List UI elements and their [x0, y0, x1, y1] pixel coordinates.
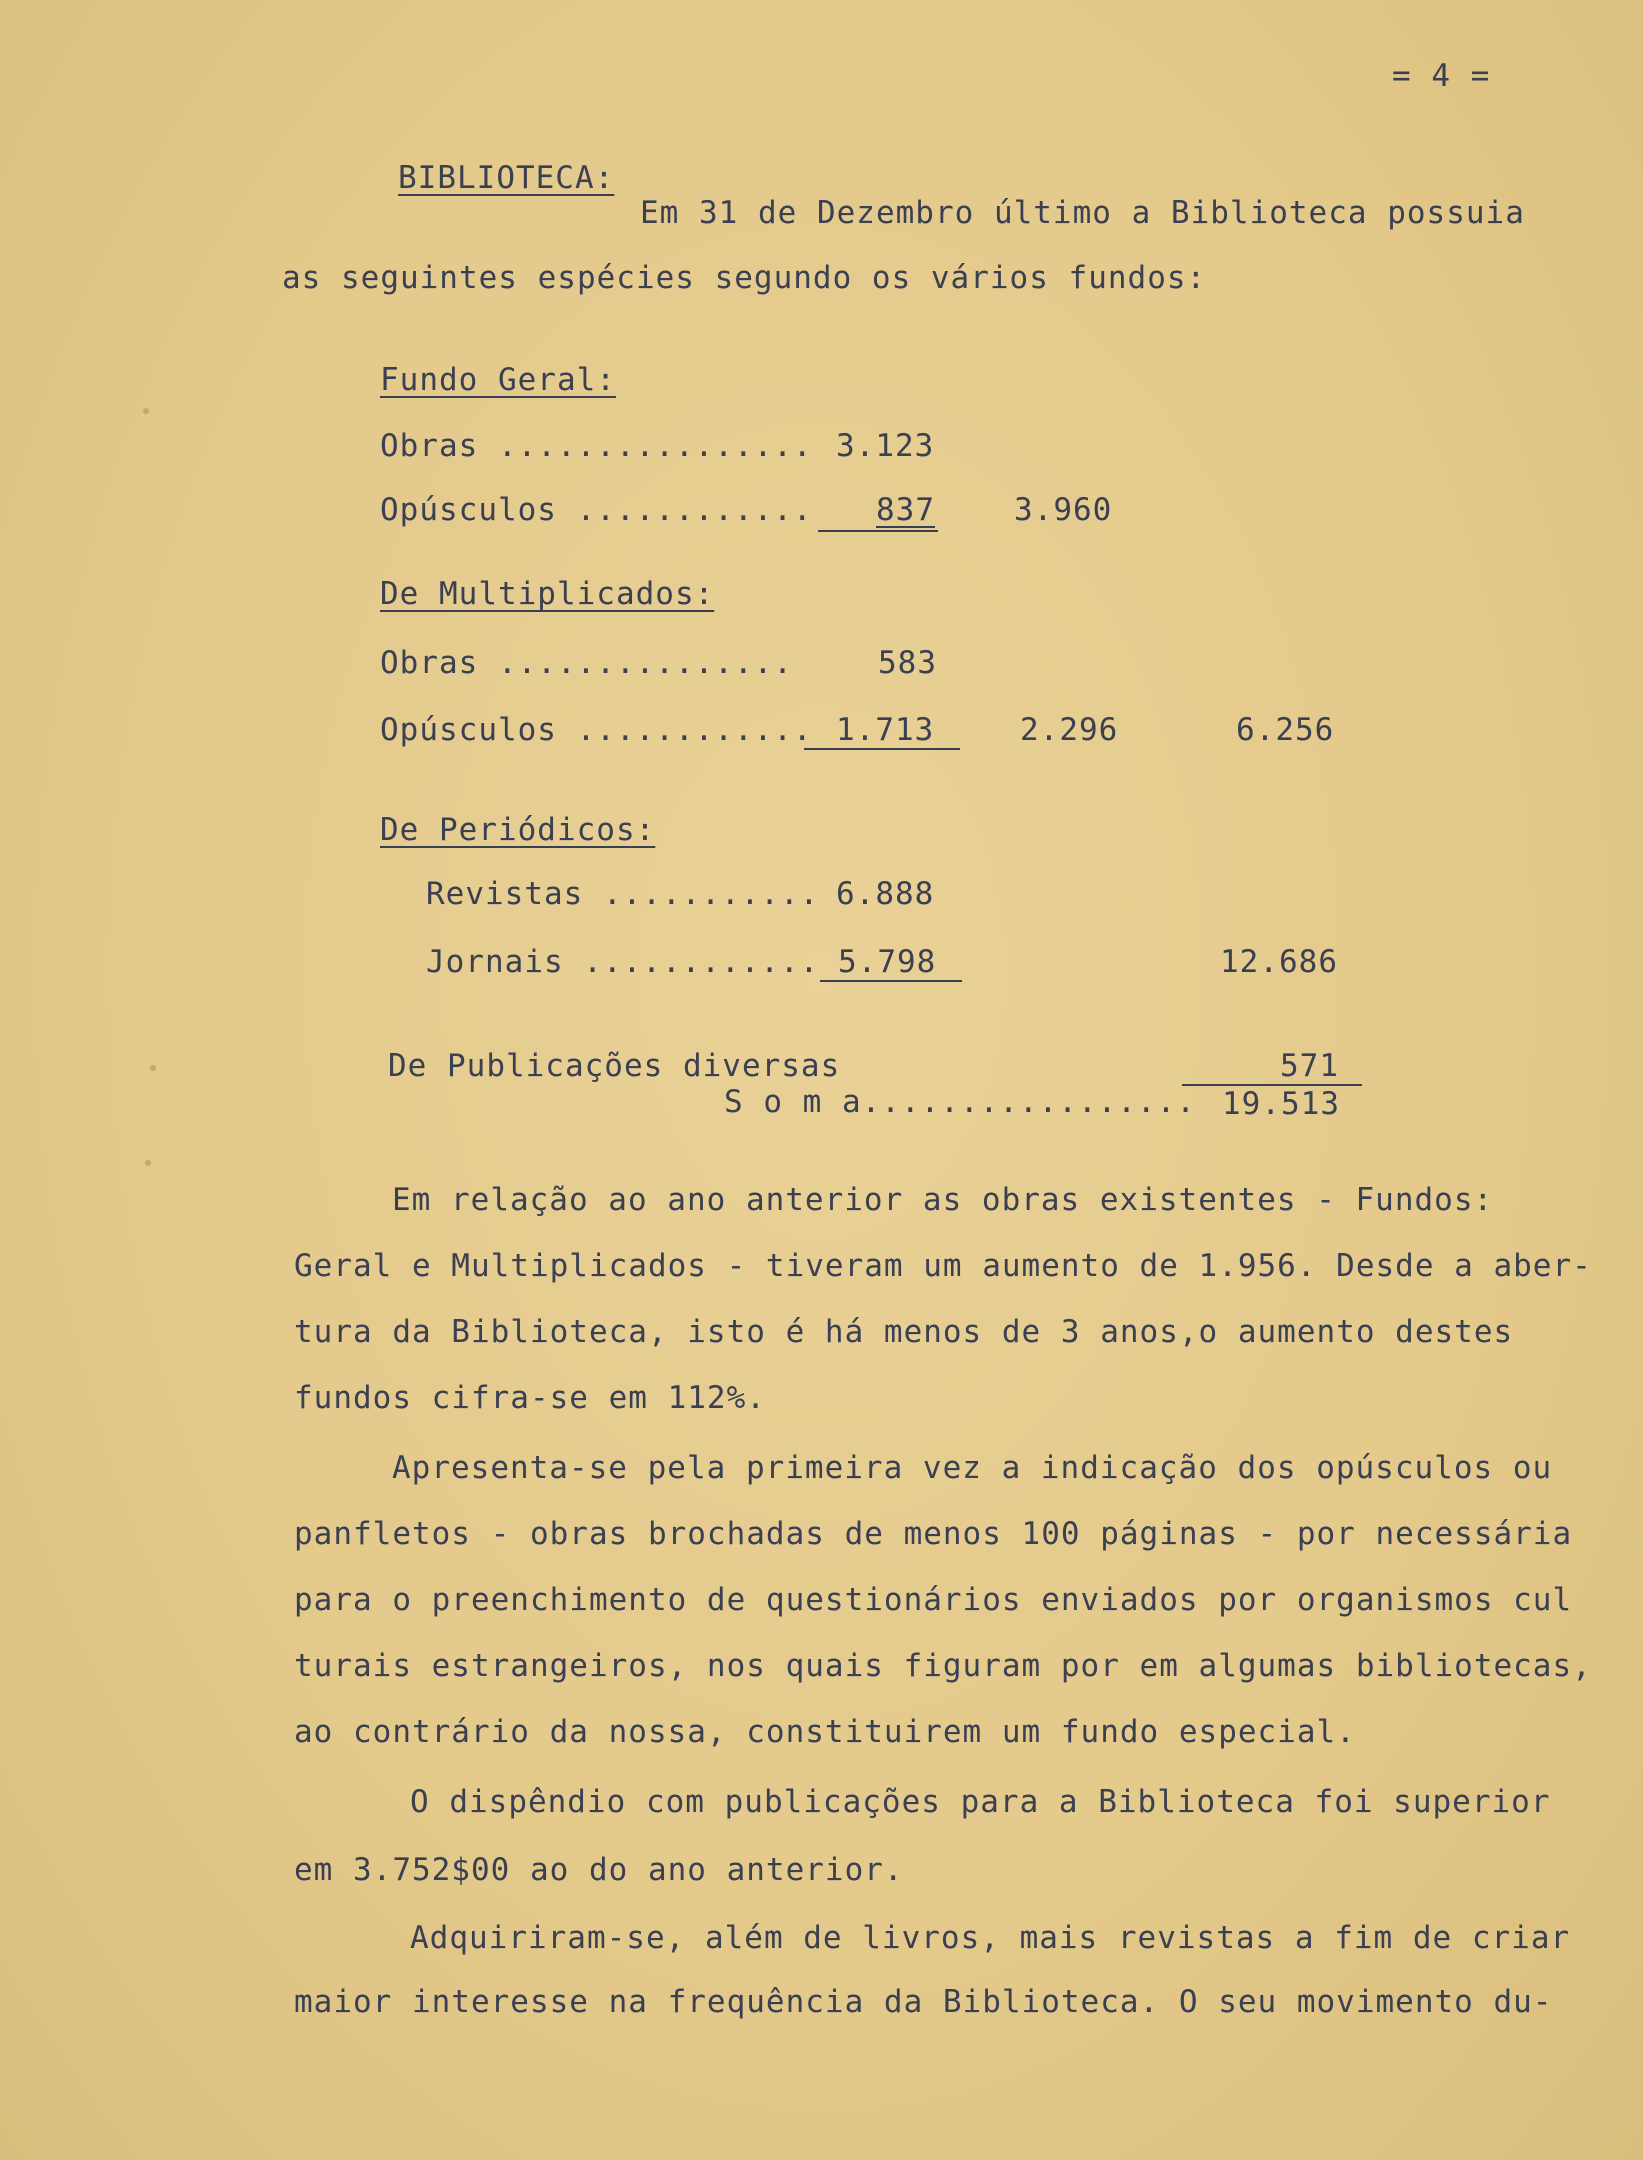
para1-line-1: Em relação ao ano anterior as obras existentes - Fundos:	[392, 1182, 1494, 1218]
punch-mark	[150, 1065, 156, 1071]
periodicos-revistas-label: Revistas ...........	[426, 876, 820, 912]
para2-line-5: ao contrário da nossa, constituirem um fundo especial.	[294, 1714, 1356, 1750]
diversas-label: De Publicações diversas	[388, 1048, 841, 1084]
fundo-geral-opusculos-label: Opúsculos ............	[380, 492, 813, 528]
subtotal-rule	[820, 980, 962, 982]
multiplicados-obras-label: Obras ...............	[380, 645, 793, 681]
multiplicados-title: De Multiplicados:	[380, 576, 715, 612]
intro-line-2: as seguintes espécies segundo os vários fundos:	[282, 260, 1207, 296]
para2-line-3: para o preenchimento de questionários enviados por organismos cul	[294, 1582, 1573, 1618]
periodicos-total: 12.686	[1220, 944, 1338, 980]
soma-value: 19.513	[1222, 1086, 1340, 1122]
punch-mark	[143, 408, 149, 414]
para4-line-2: maior interesse na frequência da Biblioteca. O seu movimento du-	[294, 1984, 1553, 2020]
fundo-geral-subtotal: 3.960	[1014, 492, 1113, 528]
periodicos-jornais-label: Jornais ............	[426, 944, 820, 980]
para3-line-2: em 3.752$00 ao do ano anterior.	[294, 1852, 904, 1888]
punch-mark	[145, 1160, 151, 1166]
intro-line-1: Em 31 de Dezembro último a Biblioteca possuia	[640, 195, 1525, 231]
para1-line-3: tura da Biblioteca, isto é há menos de 3 anos,o aumento destes	[294, 1314, 1514, 1350]
para4-line-1: Adquiriram-se, além de livros, mais revistas a fim de criar	[410, 1920, 1571, 1956]
subtotal-rule	[804, 748, 960, 750]
periodicos-revistas-value: 6.888	[836, 876, 935, 912]
fundo-geral-opusculos-value: 837	[876, 492, 935, 528]
periodicos-title: De Periódicos:	[380, 812, 656, 848]
multiplicados-combined-total: 6.256	[1236, 712, 1335, 748]
para1-line-2: Geral e Multiplicados - tiveram um aumento de 1.956. Desde a aber-	[294, 1248, 1592, 1284]
para2-line-4: turais estrangeiros, nos quais figuram por em algumas bibliotecas,	[294, 1648, 1592, 1684]
para1-line-4: fundos cifra-se em 112%.	[294, 1380, 766, 1416]
para2-line-2: panfletos - obras brochadas de menos 100 páginas - por necessária	[294, 1516, 1573, 1552]
para2-line-1: Apresenta-se pela primeira vez a indicação dos opúsculos ou	[392, 1450, 1553, 1486]
multiplicados-opusculos-value: 1.713	[836, 712, 935, 748]
fundo-geral-obras-value: 3.123	[836, 428, 935, 464]
fundo-geral-obras-label: Obras ................	[380, 428, 813, 464]
multiplicados-subtotal: 2.296	[1020, 712, 1119, 748]
multiplicados-opusculos-label: Opúsculos ............	[380, 712, 813, 748]
subtotal-rule	[818, 530, 938, 532]
periodicos-jornais-value: 5.798	[838, 944, 937, 980]
para3-line-1: O dispêndio com publicações para a Biblioteca foi superior	[410, 1784, 1551, 1820]
soma-label: S o m a.................	[724, 1084, 1196, 1120]
fundo-geral-title: Fundo Geral:	[380, 362, 616, 398]
page-number: = 4 =	[1392, 58, 1491, 94]
diversas-value: 571	[1280, 1048, 1339, 1084]
multiplicados-obras-value: 583	[878, 645, 937, 681]
section-heading: BIBLIOTECA:	[398, 160, 615, 196]
